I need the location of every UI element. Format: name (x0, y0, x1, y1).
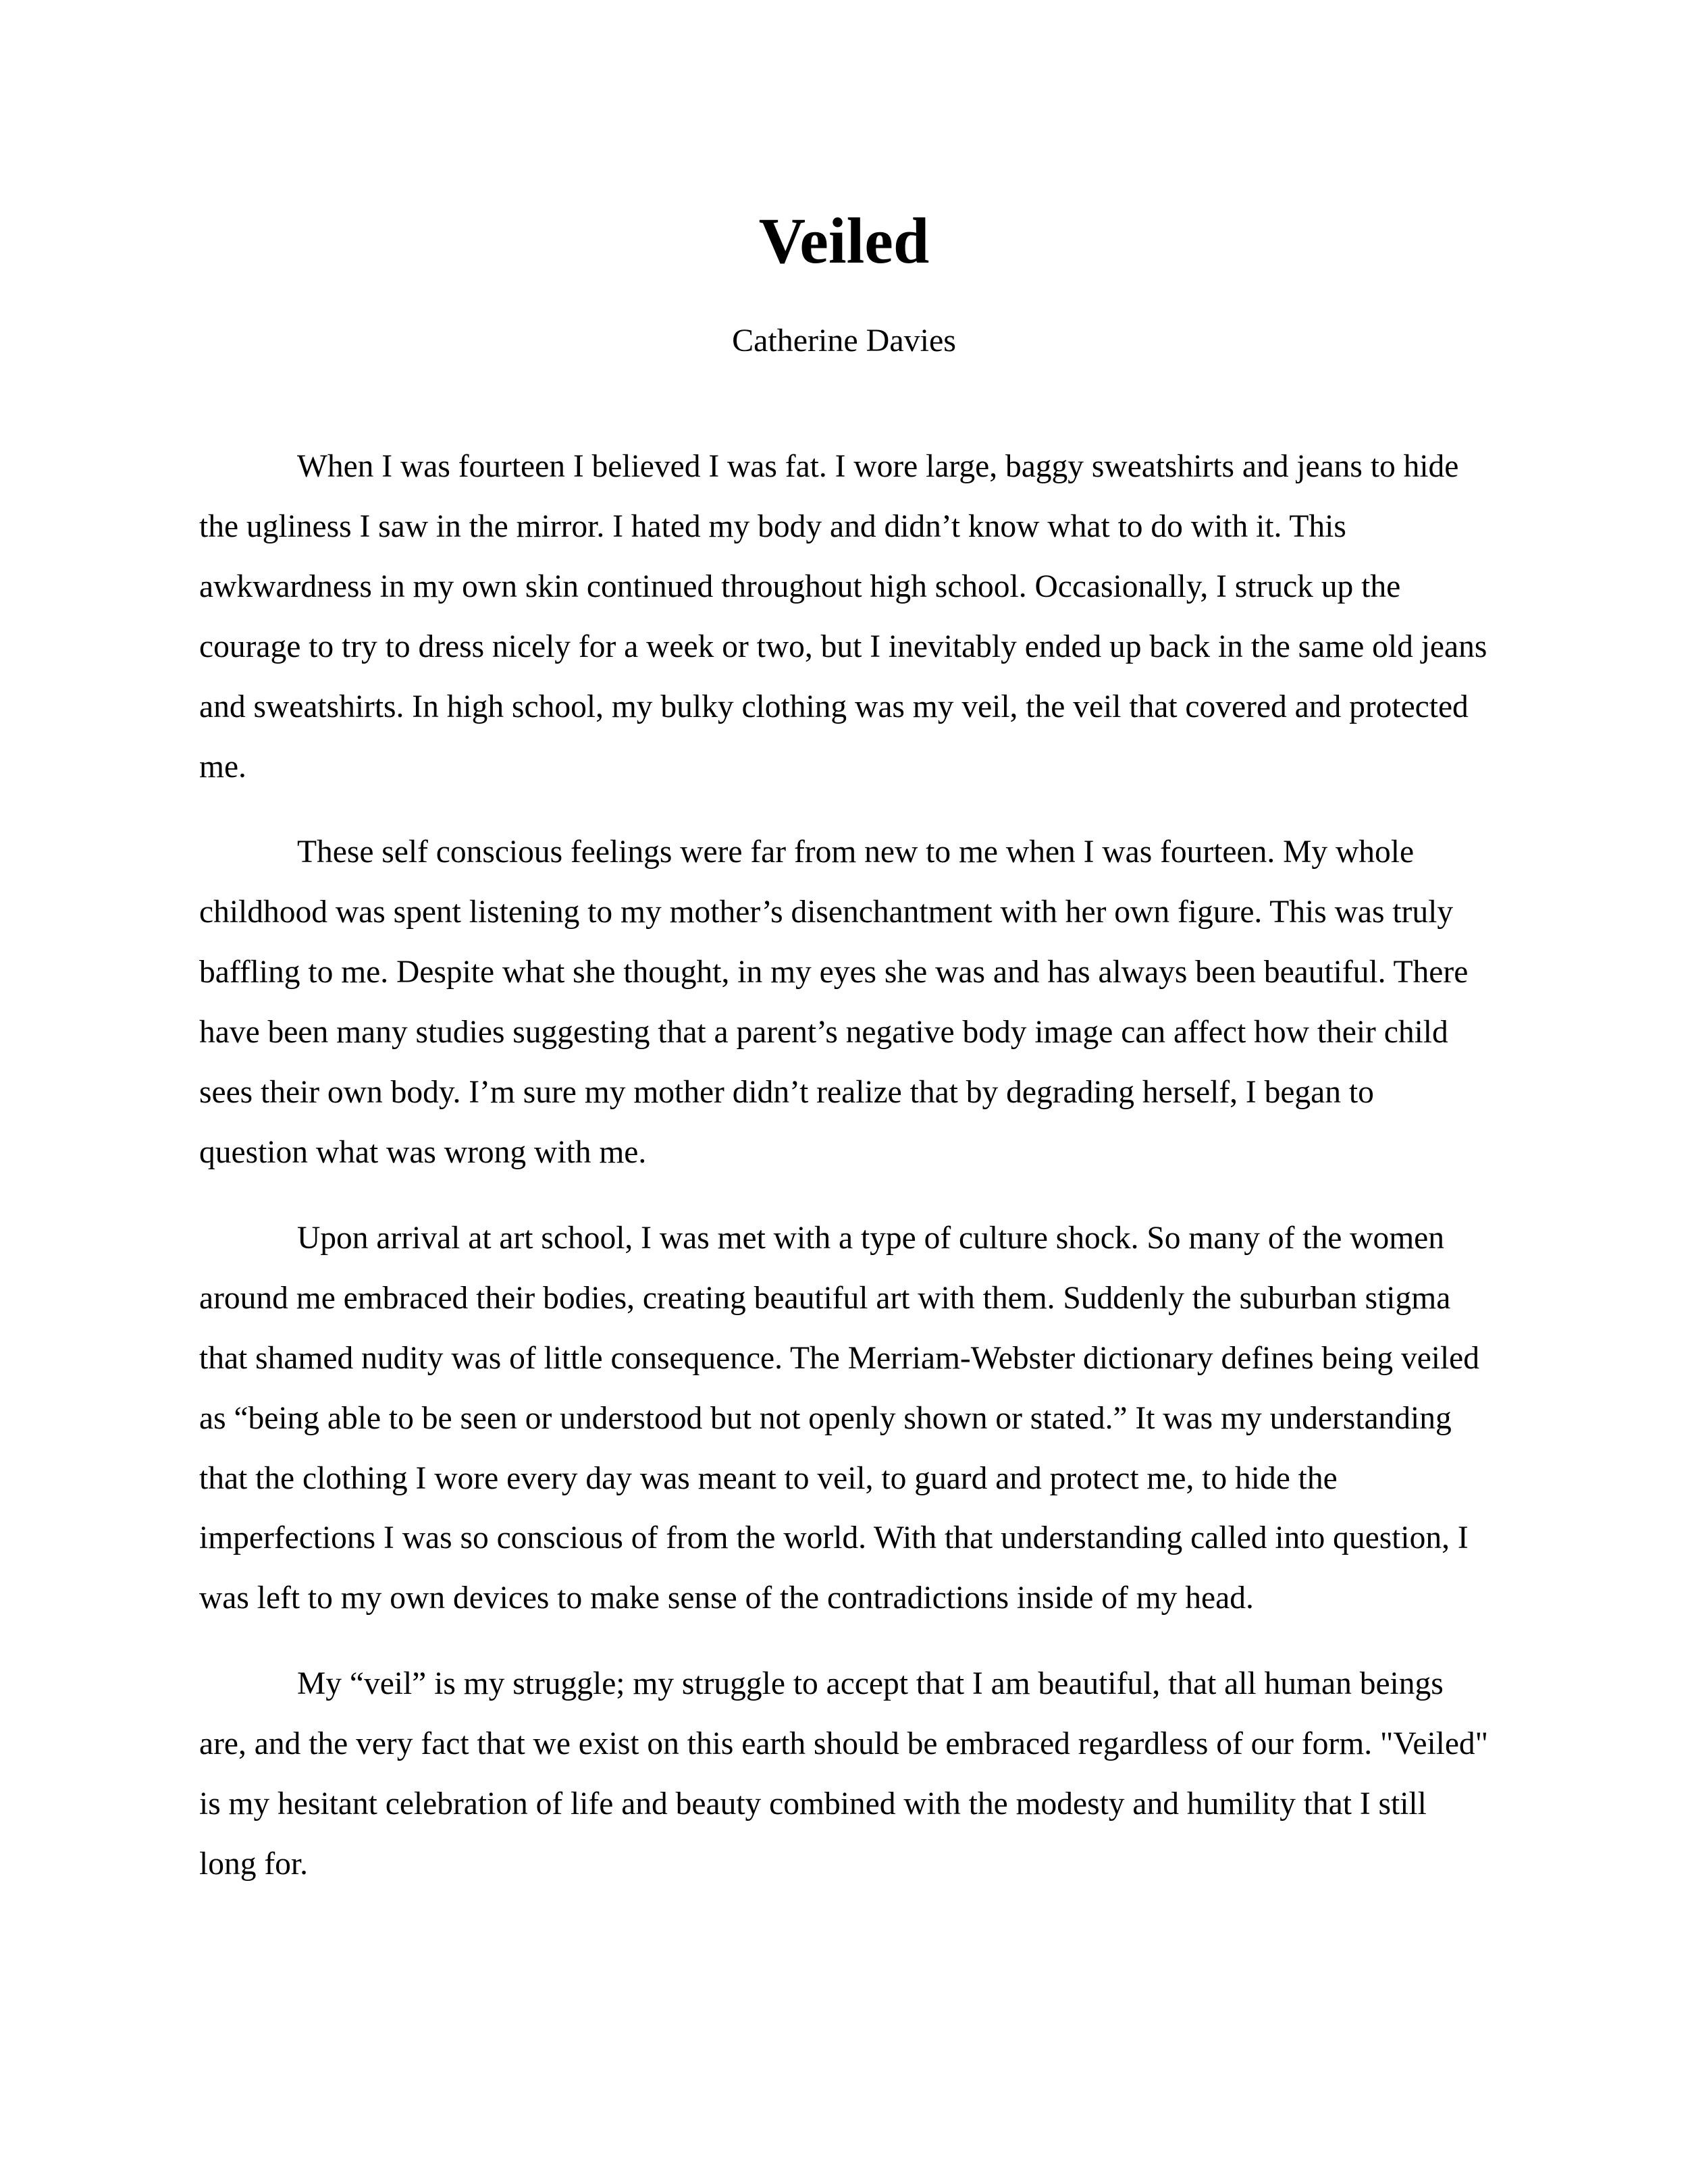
document-title: Veiled (758, 205, 930, 277)
paragraph-4: My “veil” is my struggle; my struggle to accept that I am beautiful, that all human beings are, and the very fact that we exist on this earth should be embraced regardless of our form. "Veiled" is my hesitant celebration of life and beauty combined with the modesty and humility that I still long for. (199, 1666, 1489, 1882)
document-body (199, 437, 1490, 1920)
paragraph-1: When I was fourteen I believed I was fat. I wore large, baggy sweatshirts and jeans to hide the ugliness I saw in the mirror. I hated my body and didn’t know what to do with it. This awkwardness in my own skin continued throughout high school. Occasionally, I struck up the courage to try to dress nicely for a week or two, but I inevitably ended up back in the same old jeans and sweatshirts. In high school, my bulky clothing was my veil, the veil that covered and protected me. (199, 449, 1487, 784)
document-author: Catherine Davies (732, 323, 956, 358)
paragraph-3: Upon arrival at art school, I was met with a type of culture shock. So many of the women around me embraced their bodies, creating beautiful art with them. Suddenly the suburban stigma that shamed nudity was of little consequence. The Merriam-Webster dictionary defines being veiled as “being able to be seen or understood but not openly shown or stated.” It was my understanding that the clothing I wore every day was meant to veil, to guard and protect me, to hide the imperfections I was so conscious of from the world. With that understanding called into question, I was left to my own devices to make sense of the contradictions inside of my head. (199, 1220, 1480, 1616)
paragraph-2: These self conscious feelings were far from new to me when I was fourteen. My whole childhood was spent listening to my mother’s disenchantment with her own figure. This was truly baffling to me. Despite what she thought, in my eyes she was and has always been beautiful. There have been many studies suggesting that a parent’s negative body image can affect how their child sees their own body. I’m sure my mother didn’t realize that by degrading herself, I began to question what was wrong with me. (199, 834, 1469, 1170)
